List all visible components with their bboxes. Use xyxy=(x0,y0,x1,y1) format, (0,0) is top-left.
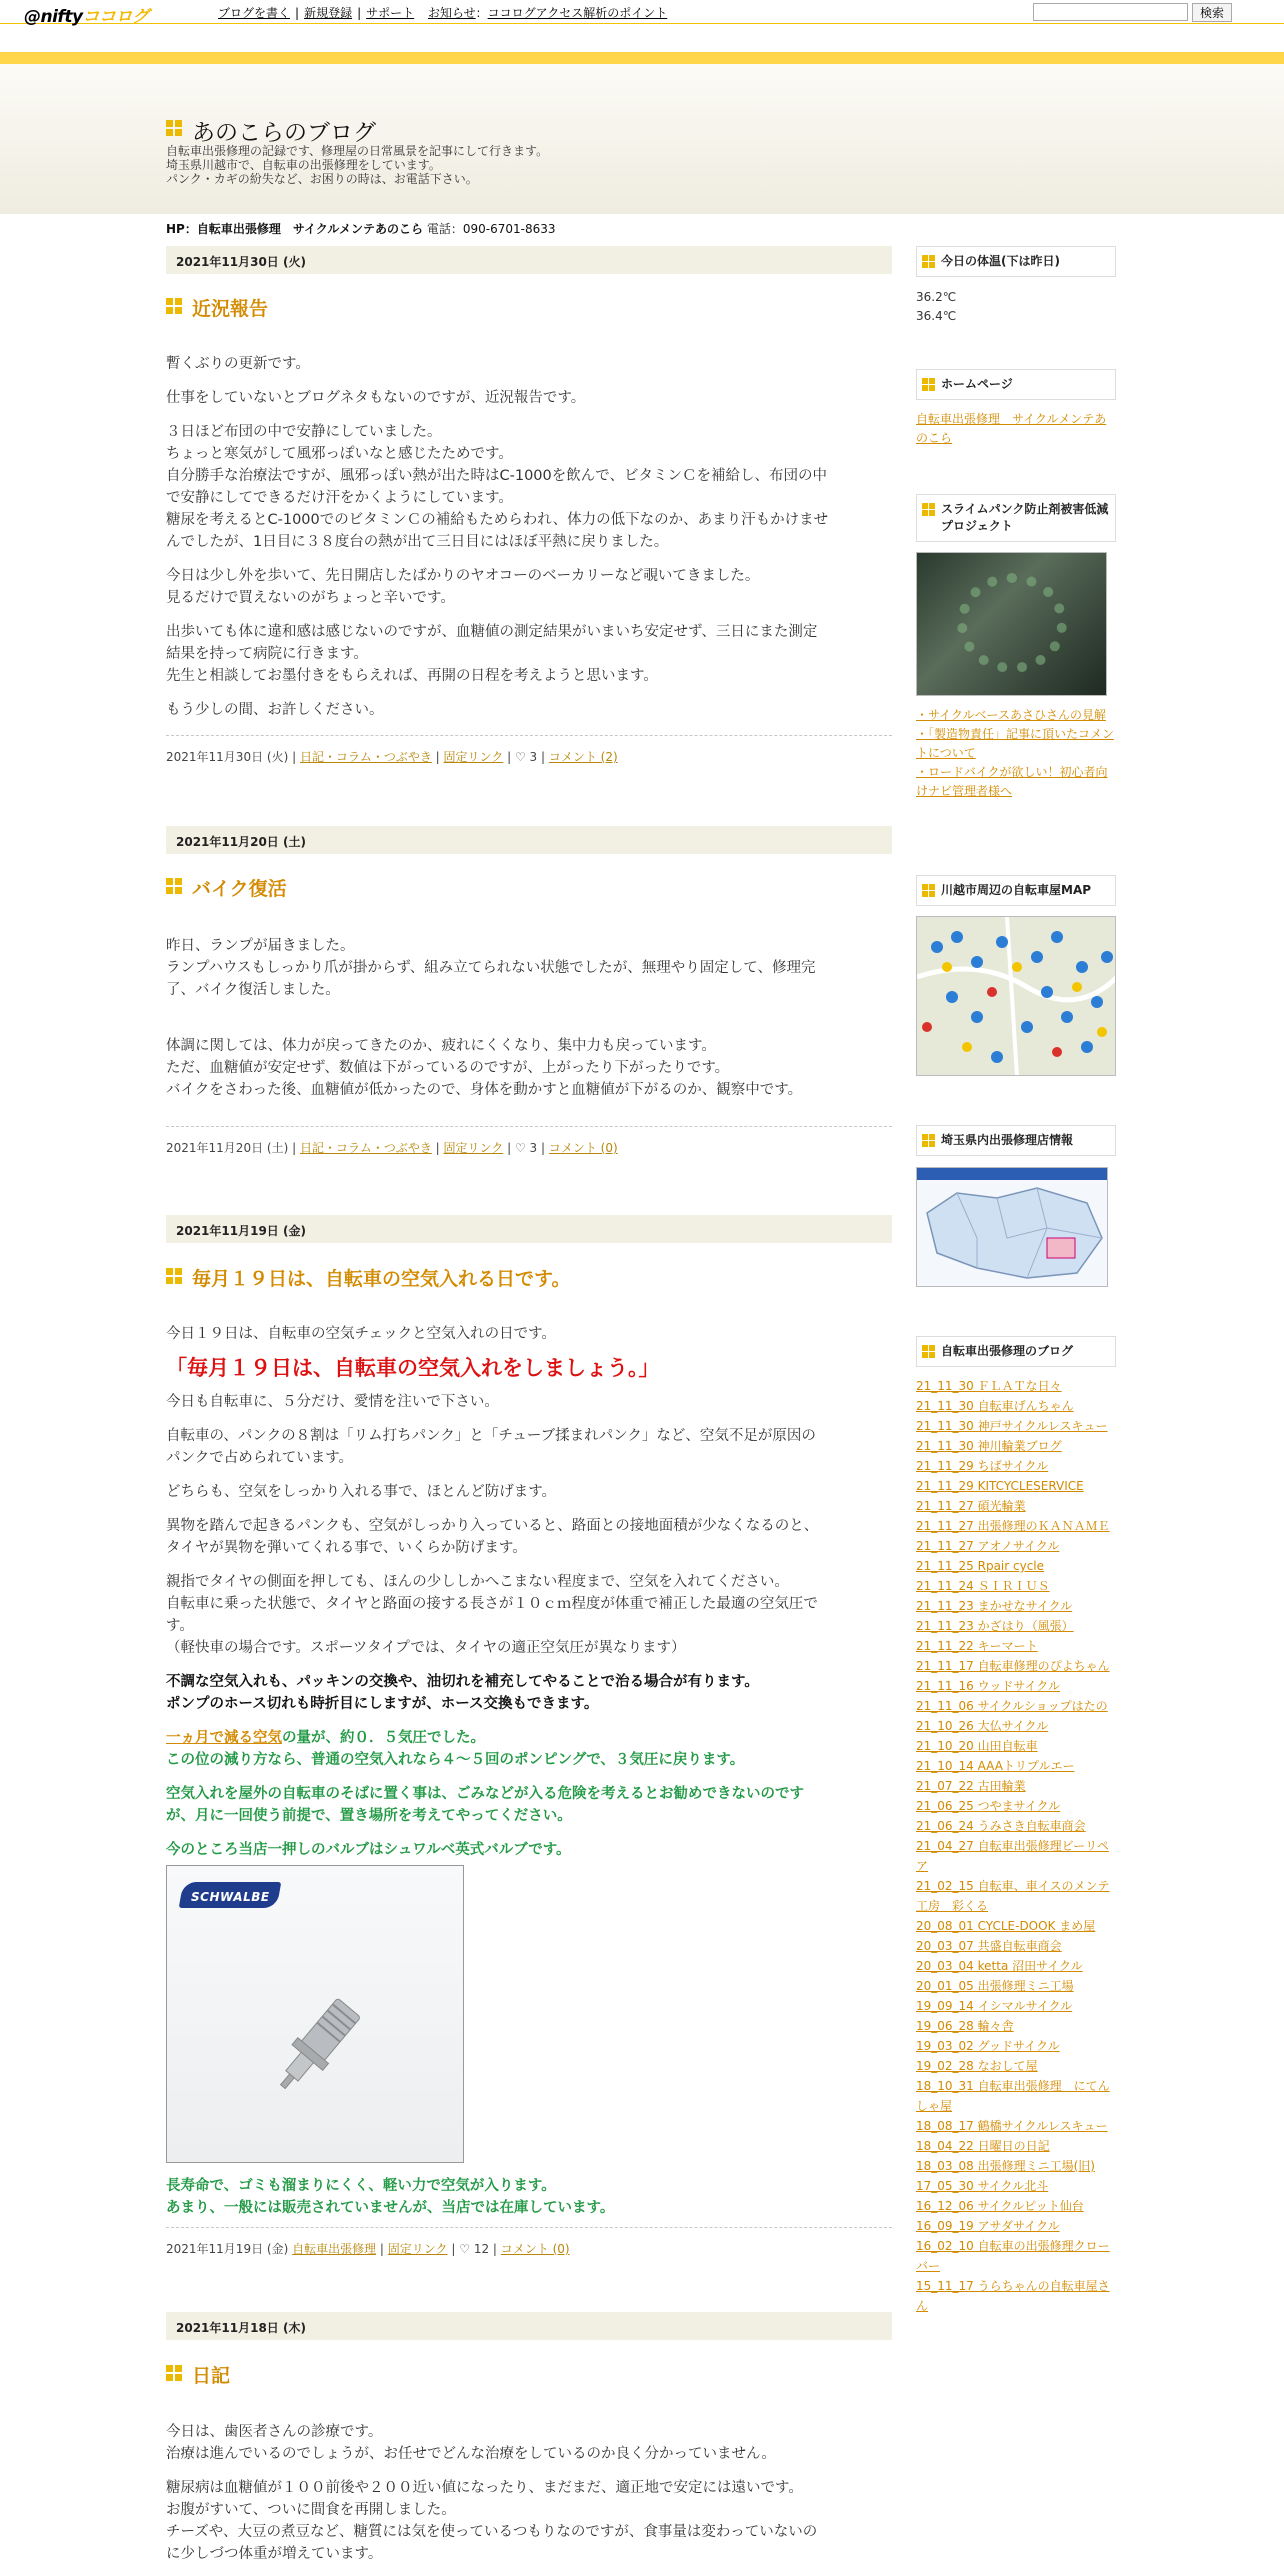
blog-link[interactable]: 21_11_24 ＳＩＲＩＵＳ xyxy=(916,1579,1050,1593)
blog-title[interactable]: あのこらのブログ xyxy=(192,120,376,146)
support-link[interactable]: サポート xyxy=(366,6,415,20)
category-link[interactable]: 日記・コラム・つぶやき xyxy=(299,750,432,764)
permalink[interactable]: 固定リンク xyxy=(443,1141,504,1155)
blog-link[interactable]: 21_11_27 アオノサイクル xyxy=(916,1539,1060,1553)
blog-link[interactable]: 20_08_01 CYCLE-DOOK まめ屋 xyxy=(916,1919,1096,1933)
blog-link[interactable]: 16_09_19 アサダサイクル xyxy=(916,2219,1060,2233)
blog-link[interactable]: 21_02_15 自転車、車イスのメンテ工房 彩くる xyxy=(916,1879,1110,1913)
blog-link[interactable]: 15_11_17 うらちゃんの自転車屋さん xyxy=(916,2279,1110,2313)
post-date: 2021年11月19日 (金) xyxy=(166,1215,892,1243)
hp-name[interactable]: 自転車出張修理 サイクルメンテあのこら xyxy=(196,222,424,236)
blog-link[interactable]: 21_11_22 キーマート xyxy=(916,1639,1038,1653)
post-body: 今日は、歯医者さんの診療です。 治療は進んでいるのでしょうが、お任せでどんな治療をしているのか良く分かっていません。 糖尿病は血糖値が１００前後や２００近い値になったり、まだまだ、適正地で安定には遠いです。 お腹がすいて、ついに間食を再開しました。 チーズや、大豆の煮豆など、糖質には気を使っているつもりなのですが、食事量は変わっていないの に少しづつ体重が増えています。 xyxy=(166,2424,818,2562)
sidebar-slime-heading: スライムパンク防止剤被害低減プロジェクト xyxy=(916,494,1116,542)
blog-link[interactable]: 18_08_17 鶴橋サイクルレスキュー xyxy=(916,2119,1108,2133)
heart-icon[interactable]: ♡ xyxy=(514,1141,526,1155)
top-bar xyxy=(0,0,1284,27)
heading-square-icon xyxy=(922,255,935,268)
blog-link[interactable]: 21_11_17 自転車修理のぴよちゃん xyxy=(916,1659,1110,1673)
post-title[interactable]: 日記 xyxy=(166,2361,230,2388)
blog-link[interactable]: 21_11_30 神戸サイクルレスキュー xyxy=(916,1419,1108,1433)
blog-link[interactable]: 19_03_02 グッドサイクル xyxy=(916,2039,1060,2053)
heading-square-icon xyxy=(922,884,935,897)
blog-link[interactable]: 21_10_26 大仏サイクル xyxy=(916,1719,1049,1733)
blog-link[interactable]: 21_11_30 神川輪業ブログ xyxy=(916,1439,1062,1453)
sidebar-map-heading: 川越市周辺の自転車屋MAP xyxy=(916,875,1116,906)
blog-link[interactable]: 21_11_06 サイクルショップはたの xyxy=(916,1699,1108,1713)
blog-link[interactable]: 20_03_04 ketta 沼田サイクル xyxy=(916,1959,1083,1973)
blog-link[interactable]: 21_11_23 かざはり（風張） xyxy=(916,1619,1074,1633)
sidebar-blogs-heading: 自転車出張修理のブログ xyxy=(916,1336,1116,1367)
post-date: 2021年11月18日 (木) xyxy=(166,2312,892,2340)
comments-link[interactable]: コメント (2) xyxy=(548,750,618,764)
post-title[interactable]: 毎月１９日は、自転車の空気入れる日です。 xyxy=(166,1264,570,1291)
comments-link[interactable]: コメント (0) xyxy=(500,2242,570,2256)
blog-link[interactable]: 21_11_30 自転車げんちゃん xyxy=(916,1399,1074,1413)
blog-link[interactable]: 21_11_23 まかせなサイクル xyxy=(916,1599,1073,1613)
top-nav: ブログを書く | 新規登録 | サポート お知らせ：ココログアクセス解析のポイント xyxy=(218,6,668,20)
blog-link[interactable]: 19_09_14 イシマルサイクル xyxy=(916,1999,1073,2013)
heading-square-icon xyxy=(922,378,935,391)
slime-link-roadbike[interactable]: ・ロードバイクが欲しい！初心者向けナビ管理者様へ xyxy=(916,765,1108,798)
sidebar-home-heading: ホームページ xyxy=(916,369,1116,400)
heading-square-icon xyxy=(922,503,935,516)
search-input[interactable] xyxy=(1033,3,1188,21)
post-footer: 2021年11月20日 (土) | 日記・コラム・つぶやき | 固定リンク | ♡ 3 | コメント (0) xyxy=(166,1126,892,1156)
bike-shop-map[interactable] xyxy=(916,916,1116,1076)
blog-link[interactable]: 21_10_20 山田自転車 xyxy=(916,1739,1038,1753)
heading-square-icon xyxy=(922,1345,935,1358)
post-date: 2021年11月20日 (土) xyxy=(166,826,892,854)
slime-puncture-image[interactable] xyxy=(916,552,1107,696)
category-link[interactable]: 日記・コラム・つぶやき xyxy=(299,1141,432,1155)
slime-link-liability[interactable]: ・「製造物責任」記事に頂いたコメントについて xyxy=(916,727,1115,760)
post-date: 2021年11月30日 (火) xyxy=(166,246,892,274)
notice-article-link[interactable]: ココログアクセス解析のポイント xyxy=(487,6,668,20)
blog-link[interactable]: 21_11_16 ウッドサイクル xyxy=(916,1679,1060,1693)
post-title[interactable]: 近況報告 xyxy=(166,294,268,321)
blog-link[interactable]: 17_05_30 サイクル北斗 xyxy=(916,2179,1049,2193)
blog-link[interactable]: 19_02_28 なおして屋 xyxy=(916,2059,1038,2073)
blog-link[interactable]: 18_04_22 日曜日の日記 xyxy=(916,2139,1050,2153)
notice-link[interactable]: お知らせ xyxy=(427,6,476,20)
write-blog-link[interactable]: ブログを書く xyxy=(218,6,291,20)
post-body: 今日１９日は、自転車の空気チェックと空気入れの日です。 「毎月１９日は、自転車の空気入れをしましょう。」 今日も自転車に、５分だけ、愛情を注いで下さい。 自転車の、パンクの８割は「リム打ちパンク」と「チューブ揉まれパンク」など、空気不足が原因の パンクで占められています。 どちらも、空気をしっかり入れる事で、ほとんど防げます。 異物を踏んで起きるパンクも、空気がしっかり入っていると、路面との接地面積が少なくなるのと、 タイヤが異物を弾いてくれる事で、いくらか防げます。 親指でタイヤの側面を押しても、ほんの少ししかへこまない程度まで、空気を入れてください。 自転車に乗った状態で、タイヤと路面の接する長さが１０ｃｍ程度が体重で補正した最適の空気圧で す。 （軽快車の場合です。スポーツタイプでは、タイヤの適正空気圧が異なります） 不調な空気入れも、パッキンの交換や、油切れを補充してやることで治る場合が有ります。 ポンプのホース切れも時折目にしますが、ホース交換もできます。 一ヵ月で減る空気の量が、約０．５気圧でした。 この位の減り方なら、普通の空気入れなら４～５回のポンピングで、３気圧に戻ります。 空気入れを屋外の自転車のそばに置く事は、ごみなどが入る危険を考えるとお勧めできないのです が、月に一回使う前提で、置き場所を考えてやってください。 今のところ当店一押しのバルブはシュワルベ英式バルブです。 SCHWALBE 長寿命で、ゴミも溜まりにくく、軽い力で空気が入ります。 あまり、一般には販売されていませんが、当店では在庫しています。 xyxy=(166,1323,892,2231)
saitama-map[interactable] xyxy=(916,1167,1108,1287)
homepage-link[interactable]: 自転車出張修理 サイクルメンテあのこら xyxy=(916,412,1107,445)
blog-link[interactable]: 16_12_06 サイクルピット仙台 xyxy=(916,2199,1084,2213)
blog-link[interactable]: 21_04_27 自転車出張修理ビーリペア xyxy=(916,1839,1109,1873)
blog-link[interactable]: 18_10_31 自転車出張修理 にてんしゃ屋 xyxy=(916,2079,1110,2113)
blog-description: 自転車出張修理の記録です、修理屋の日常風景を記事にして行きます。 埼玉県川越市で、自転車の出張修理をしています。 パンク・カギの紛失など、お困りの時は、お電話下さい。 xyxy=(166,144,549,186)
blog-link[interactable]: 21_11_27 出張修理のＫＡＮＡＭＥ xyxy=(916,1519,1110,1533)
valve-icon xyxy=(257,1986,377,2106)
heart-icon[interactable]: ♡ xyxy=(459,2242,470,2256)
title-square-icon xyxy=(166,298,182,314)
blog-link[interactable]: 21_06_24 うみさき自転車商会 xyxy=(916,1819,1086,1833)
post-body: 暫くぶりの更新です。 仕事をしていないとブログネタもないのですが、近況報告です。 ３日ほど布団の中で安静にしていました。 ちょっと寒気がして風邪っぽいなと感じたためです。 自分勝手な治療法ですが、風邪っぽい熱が出た時はC-1000を飲んで、ビタミンＣを補給し、布団の中 で安静にしてできるだけ汗をかくようにしています。 糖尿を考えるとC-1000でのビタミンＣの補給もためらわれ、体力の低下なのか、あまり汗もかけませ んでしたが、1日目に３８度台の熱が出て三日目にはほぼ平熱に戻りました。 今日は少し外を歩いて、先日開店したばかりのヤオコーのベーカリーなど覗いてきました。 見るだけで買えないのがちょっと辛いです。 出歩いても体に違和感は感じないのですが、血糖値の測定結果がいまいち安定せず、三日にまた測定 結果を持って病院に行きます。 先生と相談してお墨付きをもらえれば、再開の日程を考えようと思います。 もう少しの間、お許しください。 xyxy=(166,356,829,718)
phone-number: 090-6701-8633 xyxy=(462,222,556,236)
blog-link[interactable]: 16_02_10 自転車の出張修理クローバー xyxy=(916,2239,1110,2273)
blog-link[interactable]: 21_11_27 碩光輪業 xyxy=(916,1499,1026,1513)
temperature-list: 36.2℃ 36.4℃ xyxy=(916,290,957,323)
slime-link-asahi[interactable]: ・サイクルベースあさひさんの見解 xyxy=(916,708,1106,722)
category-link[interactable]: 自転車出張修理 xyxy=(292,2242,377,2256)
air-loss-link[interactable]: 一ヵ月で減る空気 xyxy=(166,1730,282,1746)
repair-blog-list xyxy=(916,1376,1116,2316)
title-square-icon xyxy=(166,120,182,136)
blog-link[interactable]: 20_01_05 出張修理ミニ工場 xyxy=(916,1979,1074,1993)
sidebar-temp-heading: 今日の体温(下は昨日) xyxy=(916,246,1116,277)
blog-link[interactable]: 21_11_30 ＦＬＡＴな日々 xyxy=(916,1379,1062,1393)
permalink[interactable]: 固定リンク xyxy=(387,2242,448,2256)
blog-link[interactable]: 20_03_07 共盛自転車商会 xyxy=(916,1939,1062,1953)
heart-icon[interactable]: ♡ xyxy=(514,750,526,764)
blog-link[interactable]: 21_11_25 Rpair cycle xyxy=(916,1559,1045,1573)
title-square-icon xyxy=(166,878,182,894)
schwalbe-valve-image[interactable]: SCHWALBE xyxy=(166,1865,464,2163)
blog-link[interactable]: 18_03_08 出張修理ミニ工場(旧) xyxy=(916,2159,1095,2173)
blog-link[interactable]: 21_11_29 KITCYCLESERVICE xyxy=(916,1479,1084,1493)
post-footer: 2021年11月30日 (火) | 日記・コラム・つぶやき | 固定リンク | ♡ 3 | コメント (2) xyxy=(166,735,892,765)
title-square-icon xyxy=(166,2365,182,2381)
title-square-icon xyxy=(166,1268,182,1284)
blog-link[interactable]: 21_06_25 つやまサイクル xyxy=(916,1799,1061,1813)
header-band xyxy=(0,52,1284,64)
post-footer: 2021年11月19日 (金) 自転車出張修理 | 固定リンク | ♡ 12 | コメント (0) xyxy=(166,2227,892,2257)
permalink[interactable]: 固定リンク xyxy=(443,750,504,764)
register-link[interactable]: 新規登録 xyxy=(304,6,353,20)
blog-link[interactable]: 21_11_29 ちばサイクル xyxy=(916,1459,1049,1473)
post-body: 昨日、ランプが届きました。 ランプハウスもしっかり爪が掛からず、組み立てられない状態でしたが、無理やり固定して、修理完 了、バイク復活しました。 体調に関しては、体力が戻ってきたのか、疲れにくくなり、集中力も戻っています。 ただ、血糖値が安定せず、数値は下がっているのですが、上がったり下がったりです。 バイクをさわった後、血糖値が低かったので、身体を動かすと血糖値が下がるのか、観察中です。 xyxy=(166,938,816,1098)
comments-link[interactable]: コメント (0) xyxy=(548,1141,618,1155)
sidebar-saitama-heading: 埼玉県内出張修理店情報 xyxy=(916,1125,1116,1156)
highlight-headline: 「毎月１９日は、自転車の空気入れをしましょう。」 xyxy=(166,1356,660,1380)
blog-link[interactable]: 21_07_22 古田輪業 xyxy=(916,1779,1026,1793)
post-title[interactable]: バイク復活 xyxy=(166,874,287,901)
heading-square-icon xyxy=(922,1134,935,1147)
blog-link[interactable]: 21_10_14 AAAトリプルエー xyxy=(916,1759,1075,1773)
search-button[interactable]: 検索 xyxy=(1192,3,1232,22)
nifty-cocolog-logo[interactable]: @niftyココログ xyxy=(24,7,149,27)
blog-link[interactable]: 19_06_28 輪々舎 xyxy=(916,2019,1014,2033)
hp-line: HP：自転車出張修理 サイクルメンテあのこら 電話：090-6701-8633 xyxy=(166,222,556,236)
